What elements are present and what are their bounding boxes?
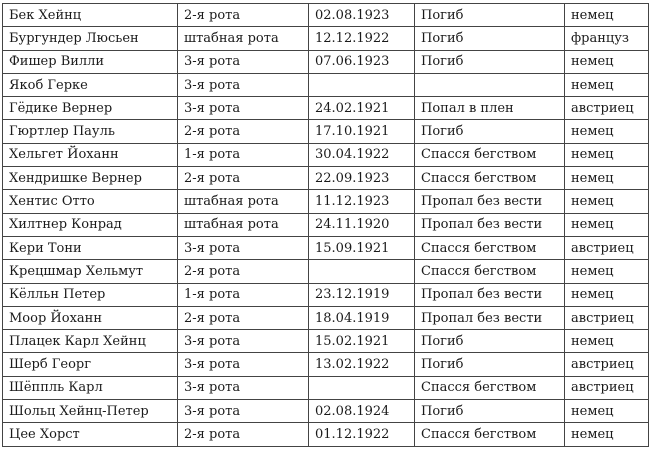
table-row xyxy=(3,97,649,120)
unit-cell: 3-я рота xyxy=(178,353,309,376)
name-cell: Бургундер Люсьен xyxy=(3,27,178,50)
fate-cell: Спасся бегством xyxy=(415,236,565,259)
name-cell: Хендришке Вернер xyxy=(3,167,178,190)
date-cell: 02.08.1923 xyxy=(309,4,415,27)
date-cell: 17.10.1921 xyxy=(309,120,415,143)
roster-table-body xyxy=(3,4,649,447)
nationality-cell: австриец xyxy=(565,97,649,120)
fate-cell: Спасся бегством xyxy=(415,167,565,190)
name-cell: Хилтнер Конрад xyxy=(3,213,178,236)
nationality-cell: немец xyxy=(565,50,649,73)
date-cell: 07.06.1923 xyxy=(309,50,415,73)
name-cell: Моор Йоханн xyxy=(3,306,178,329)
fate-cell: Пропал без вести xyxy=(415,213,565,236)
table-row xyxy=(3,143,649,166)
unit-cell: 3-я рота xyxy=(178,330,309,353)
unit-cell: 1-я рота xyxy=(178,283,309,306)
roster-table xyxy=(2,3,649,447)
unit-cell: 2-я рота xyxy=(178,306,309,329)
unit-cell: 2-я рота xyxy=(178,120,309,143)
name-cell: Шёппль Карл xyxy=(3,376,178,399)
nationality-cell: немец xyxy=(565,120,649,143)
fate-cell: Погиб xyxy=(415,27,565,50)
unit-cell: 3-я рота xyxy=(178,236,309,259)
unit-cell: 3-я рота xyxy=(178,97,309,120)
name-cell: Крецшмар Хельмут xyxy=(3,260,178,283)
unit-cell: 3-я рота xyxy=(178,376,309,399)
date-cell: 02.08.1924 xyxy=(309,400,415,423)
nationality-cell: австриец xyxy=(565,236,649,259)
date-cell: 11.12.1923 xyxy=(309,190,415,213)
nationality-cell: француз xyxy=(565,27,649,50)
fate-cell: Пропал без вести xyxy=(415,306,565,329)
name-cell: Бек Хейнц xyxy=(3,4,178,27)
name-cell: Цее Хорст xyxy=(3,423,178,446)
name-cell: Фишер Вилли xyxy=(3,50,178,73)
table-row xyxy=(3,260,649,283)
fate-cell: Пропал без вести xyxy=(415,190,565,213)
fate-cell: Погиб xyxy=(415,120,565,143)
name-cell: Шерб Георг xyxy=(3,353,178,376)
name-cell: Гёдике Вернер xyxy=(3,97,178,120)
name-cell: Гюртлер Пауль xyxy=(3,120,178,143)
fate-cell: Спасся бегством xyxy=(415,143,565,166)
nationality-cell: немец xyxy=(565,190,649,213)
date-cell: 30.04.1922 xyxy=(309,143,415,166)
table-row xyxy=(3,50,649,73)
fate-cell: Погиб xyxy=(415,353,565,376)
table-row xyxy=(3,400,649,423)
table-row xyxy=(3,4,649,27)
fate-cell: Погиб xyxy=(415,330,565,353)
nationality-cell: немец xyxy=(565,73,649,96)
nationality-cell: немец xyxy=(565,143,649,166)
date-cell: 15.09.1921 xyxy=(309,236,415,259)
table-row xyxy=(3,236,649,259)
unit-cell: штабная рота xyxy=(178,213,309,236)
fate-cell: Спасся бегством xyxy=(415,260,565,283)
nationality-cell: немец xyxy=(565,260,649,283)
name-cell: Якоб Герке xyxy=(3,73,178,96)
date-cell: 22.09.1923 xyxy=(309,167,415,190)
table-row xyxy=(3,306,649,329)
unit-cell: штабная рота xyxy=(178,27,309,50)
nationality-cell: немец xyxy=(565,400,649,423)
unit-cell: 3-я рота xyxy=(178,73,309,96)
date-cell: 15.02.1921 xyxy=(309,330,415,353)
date-cell xyxy=(309,73,415,96)
table-row xyxy=(3,27,649,50)
date-cell: 18.04.1919 xyxy=(309,306,415,329)
date-cell: 01.12.1922 xyxy=(309,423,415,446)
table-row xyxy=(3,423,649,446)
name-cell: Хельгет Йоханн xyxy=(3,143,178,166)
nationality-cell: австриец xyxy=(565,306,649,329)
fate-cell xyxy=(415,73,565,96)
nationality-cell: австриец xyxy=(565,376,649,399)
unit-cell: 2-я рота xyxy=(178,423,309,446)
table-row xyxy=(3,330,649,353)
nationality-cell: немец xyxy=(565,4,649,27)
nationality-cell: немец xyxy=(565,330,649,353)
fate-cell: Попал в плен xyxy=(415,97,565,120)
table-row xyxy=(3,73,649,96)
date-cell: 24.11.1920 xyxy=(309,213,415,236)
fate-cell: Пропал без вести xyxy=(415,283,565,306)
nationality-cell: немец xyxy=(565,423,649,446)
name-cell: Кери Тони xyxy=(3,236,178,259)
name-cell: Кёлльн Петер xyxy=(3,283,178,306)
unit-cell: 3-я рота xyxy=(178,400,309,423)
table-row xyxy=(3,167,649,190)
name-cell: Хентис Отто xyxy=(3,190,178,213)
date-cell: 12.12.1922 xyxy=(309,27,415,50)
unit-cell: 1-я рота xyxy=(178,143,309,166)
table-row xyxy=(3,283,649,306)
roster-table-container xyxy=(2,3,649,447)
fate-cell: Спасся бегством xyxy=(415,376,565,399)
unit-cell: 3-я рота xyxy=(178,50,309,73)
table-row xyxy=(3,376,649,399)
date-cell: 24.02.1921 xyxy=(309,97,415,120)
table-row xyxy=(3,213,649,236)
fate-cell: Спасся бегством xyxy=(415,423,565,446)
unit-cell: 2-я рота xyxy=(178,4,309,27)
nationality-cell: немец xyxy=(565,283,649,306)
nationality-cell: немец xyxy=(565,167,649,190)
unit-cell: 2-я рота xyxy=(178,260,309,283)
fate-cell: Погиб xyxy=(415,50,565,73)
table-row xyxy=(3,353,649,376)
name-cell: Плацек Карл Хейнц xyxy=(3,330,178,353)
name-cell: Шольц Хейнц-Петер xyxy=(3,400,178,423)
fate-cell: Погиб xyxy=(415,4,565,27)
date-cell xyxy=(309,260,415,283)
unit-cell: 2-я рота xyxy=(178,167,309,190)
nationality-cell: австриец xyxy=(565,353,649,376)
table-row xyxy=(3,120,649,143)
date-cell: 13.02.1922 xyxy=(309,353,415,376)
date-cell: 23.12.1919 xyxy=(309,283,415,306)
unit-cell: штабная рота xyxy=(178,190,309,213)
table-row xyxy=(3,190,649,213)
nationality-cell: немец xyxy=(565,213,649,236)
fate-cell: Погиб xyxy=(415,400,565,423)
date-cell xyxy=(309,376,415,399)
